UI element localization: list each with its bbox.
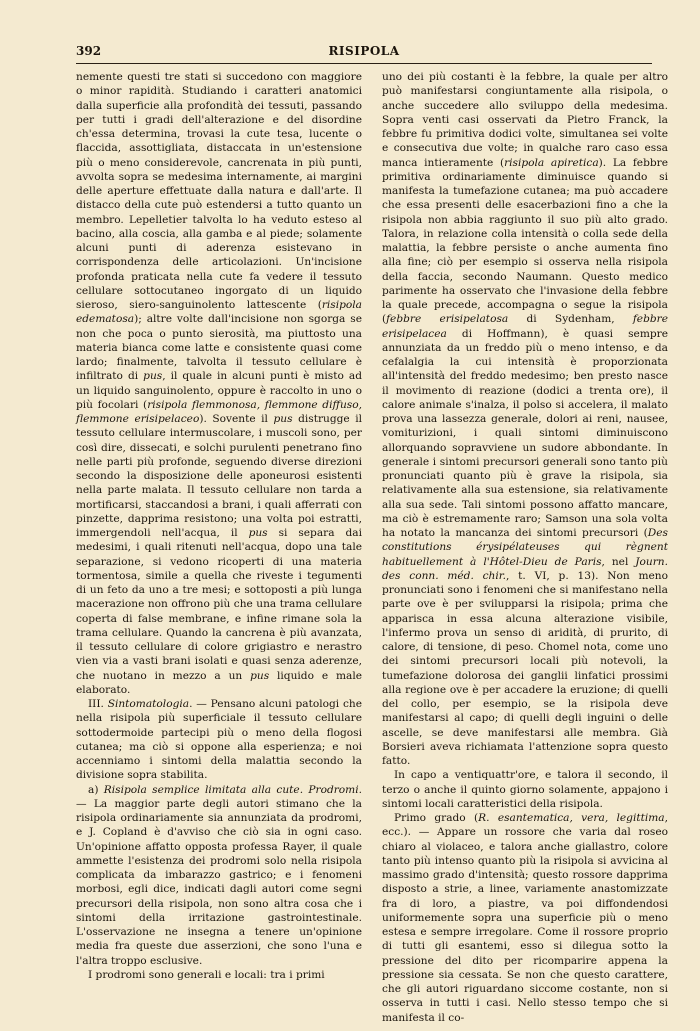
paragraph-prodromes-types: I prodromi sono generali e locali: tra i primi (88, 968, 325, 981)
paragraph-symptomatology: III. Sintomatologia. — Pensano alcuni patologi che nella risipola più superficiale il tessuto cellulare sottodermoide partecipi più o meno della flogosi cutanea; ma ciò si oppone alla esperienza; e noi accenniamo i sintomi della malattia secondo la divisione sopra stabilita. (76, 698, 362, 782)
paragraph-fever: uno dei più costanti è la febbre, la quale per altro può manifestarsi congiuntamente alla risipola, o anche succedere allo sviluppo della medesima. Sopra venti casi osservati da Pietro Franck, la febbre fu primitiva dodici volte, simultanea sei volte e consecutiva due volte; in qualche raro caso essa manca intieramente (risipola apiretica). La febbre primitiva ordinariamente diminuisce quando si manifesta la tumefazione cutanea; ma può accadere che essa presenti delle esacerbazioni fino a che la risipola non abbia raggiunto il suo più alto grado. Talora, in relazione colla intensità o colla sede della malattia, la febbre persiste o anche aumenta fino alla fine; ciò per esempio si osserva nella risipola della faccia, secondo Naumann. Questo medico parimente ha osservato che l'invasione della febbre la quale precede, accompagna o segue la risipola (febbre erisipelatosa di Sydenham, febbre erisipelacea di Hoffmann), è quasi sempre annunziata da un freddo più o meno intenso, e da cefalalgia la cui intensità è proporzionata all'intensità del freddo medesimo; ben presto nasce il movimento di reazione (dodici a trenta ore), il calore animale s'inalza, il polso si accelera, il malato prova una lassezza generale, dolori ai reni, nausee, vomiturizioni, i quali sintomi diminuiscono allorquando sopravviene un sudore abbondante. In generale i sintomi precursori generali sono tanto più pronunciati quanto più è grave la risipola, sia relativamente alla sua estensione, sia relativamente alla sua sede. Tali sintomi possono affatto mancare, ma ciò è estremamente raro; Samson una sola volta ha notato la mancanza dei sintomi precursori (Des constitutions érysipélateuses qui règnent habituellement à l'Hôtel-Dieu de Paris, nel Journ. des conn. méd. chir., t. VI, p. 13). Non meno pronunciati sono i fenomeni che si manifestano nella parte ove è per svilupparsi la risipola; prima che apparisca in essa alcuna alterazione visibile, l'infermo prova un senso di aridità, di prurito, di calore, di tensione, di peso. Chomel nota, come uno dei sintomi precursori locali più notevoli, la tumefazione dolorosa dei ganglii linfatici prossimi alla regione ove è per accadere la eruzione; di quelli del collo, per esempio, se la risipola deve manifestarsi al capo; di quelli degli inguini o delle ascelle, se deve manifestarsi alle membra. Già Borsieri aveva richiamata l'attenzione sopra questo fatto. (382, 71, 669, 767)
paragraph-prodromes: a) Risipola semplice limitata alla cute. Prodromi. — La maggior parte degli autori stimano che la risipola ordinariamente sia annunziata da prodromi, e J. Copland è d'avviso che ciò sia in ogni caso. Un'opinione affatto opposta professa Rayer, il quale ammette l'esistenza dei prodromi solo nella risipola complicata da imbarazzo gastrico; e i fenomeni morbosi, egli dice, indicati dagli autori come segni precursori della risipola, non sono altra cosa che i sintomi della irritazione gastrointestinale. L'osservazione ne insegna a tenere un'opinione media fra queste due asserzioni, che sono l'una e l'altra troppo esclusive. (76, 783, 362, 967)
page-number: 392 (76, 44, 102, 58)
running-title: RISIPOLA (328, 44, 400, 58)
paragraph-onset: In capo a ventiquattr'ore, e talora il secondo, il terzo o anche il quinto giorno solamente, appajono i sintomi locali caratteristici della risipola. (382, 769, 668, 810)
paragraph-first-degree: Primo grado (R. esantematica, vera, legittima, ecc.). — Appare un rossore che varia dal roseo chiaro al violaceo, e talora anche giallastro, colore tanto più intenso quanto più la risipola si avvicina al massimo grado d'intensità; questo rossore dapprima disposto a strie, a linee, variamente anastomizzate fra di loro, a piastre, va poi diffondendosi uniformemente sopra una superficie più o meno estesa e sempre irregolare. Come il rossore proprio di tutti gli esantemi, esso si dilegua sotto la pressione del dito per ricomparire appena la pressione sia cessata. Se non che questo carattere, che gli autori riguardano siccome costante, non si osserva in tutti i casi. Nello stesso tempo che si manifesta il co- (382, 812, 668, 1024)
page-header (76, 44, 652, 62)
right-column (382, 70, 669, 1024)
paragraph-anatomy: nemente questi tre stati si succedono con maggiore o minor rapidità. Studiando i caratteri anatomici dalla superficie alla profondità dei tessuti, passando per tutti i gradi dell'alterazione e del disordine ch'essa determina, trovasi la cute tesa, lucente o flaccida, assottigliata, distaccata in un'estensione più o meno considerevole, cancrenata in più punti, avvolta sopra se medesima internamente, ai margini delle aperture effettuate dalla natura e dall'arte. Il distacco della cute può estendersi a tutto quanto un membro. Lepelletier talvolta lo ha veduto esteso al bacino, alla coscia, alla gamba e al piede; solamente alcuni punti di aderenza esistevano in corrispondenza delle articolazioni. Un'incisione profonda praticata nella cute fa vedere il tessuto cellulare sottocutaneo ingorgato di un liquido sieroso, siero-sanguinolento lattescente (risipola edematosa); altre volte dall'incisione non sgorga se non che poca o punto sierosità, ma piuttosto una materia bianca come latte e consistente quasi come lardo; finalmente, talvolta il tessuto cellulare è infiltrato di pus, il quale in alcuni punti è misto ad un liquido sanguinolento, oppure è raccolto in uno o più focolari (risipola flemmonosa, flemmone diffuso, flemmone erisipelaceo). Sovente il pus distrugge il tessuto cellulare intermuscolare, i muscoli sono, per così dire, dissecati, e solchi purulenti penetrano fino nelle parti più profonde, seguendo diverse direzioni secondo la disposizione delle aponeurosi esistenti nella parte malata. Il tessuto cellulare non tarda a mortificarsi, staccandosi a brani, i quali afferrati con pinzette, dapprima resistono; una volta poi estratti, immergendoli nell'acqua, il pus si separa dai medesimi, i quali ritenuti nell'acqua, dopo una tale separazione, si vedono ricoperti di una materia tormentosa, simile a quella che riveste i tegumenti di un feto da uno a tre mesi; e sottoposti a più lunga macerazione non offrono più che una trama cellulare coperta di false membrane, e infine rimane sola la trama cellulare. Quando la cancrena è più avanzata, il tessuto cellulare di colore grigiastro e nerastro vien via a vasti brani isolati e quasi senza aderenze, che nuotano in mezzo a un pus liquido e male elaborato. (76, 71, 362, 696)
left-column (76, 70, 362, 990)
header-rule (76, 63, 652, 64)
